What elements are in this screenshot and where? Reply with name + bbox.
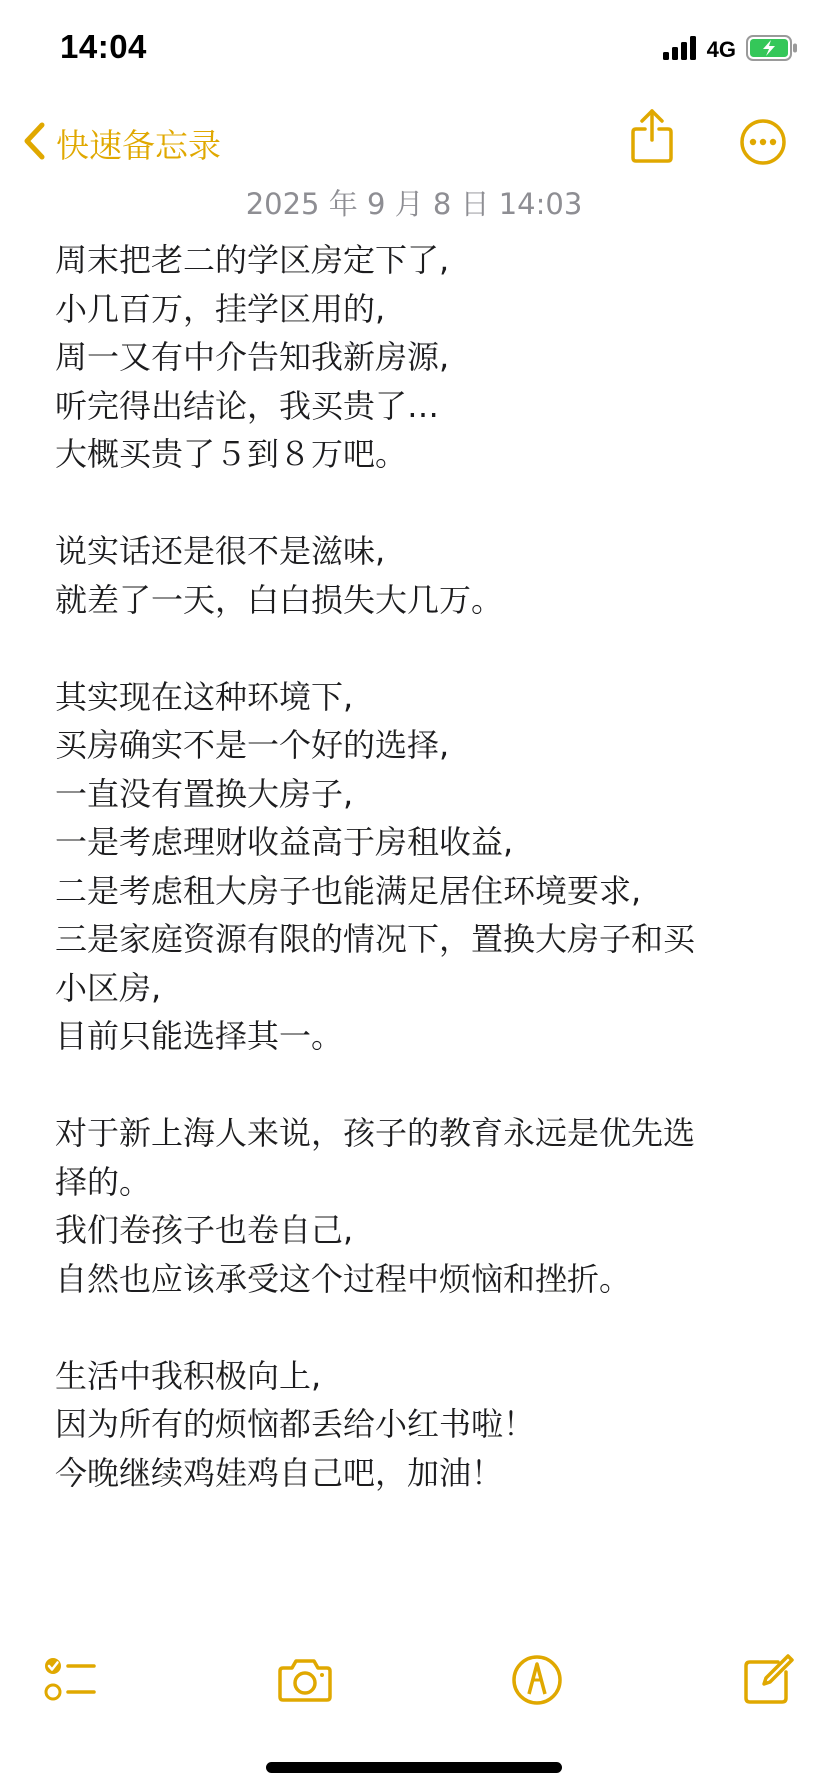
note-line: 一直没有置换大房子, — [55, 774, 354, 813]
note-line: 听完得出结论，我买贵了… — [55, 386, 440, 425]
compose-icon — [738, 1650, 798, 1710]
note-blank-line — [55, 624, 775, 673]
note-line: 其实现在这种环境下, — [55, 677, 354, 716]
checklist-icon — [40, 1650, 100, 1710]
chevron-left-icon — [22, 121, 46, 165]
camera-icon — [275, 1650, 335, 1710]
markup-pen-icon — [507, 1650, 567, 1710]
note-line: 目前只能选择其一。 — [55, 1017, 344, 1055]
ellipsis-circle-icon — [739, 118, 787, 166]
battery-icon — [746, 35, 798, 65]
note-line: 今晚继续鸡娃鸡自己吧，加油！ — [55, 1453, 504, 1492]
more-button[interactable] — [739, 118, 787, 166]
note-line: 我们卷孩子也卷自己, — [55, 1211, 354, 1249]
note-line: 三是家庭资源有限的情况下，置换大房子和买 — [55, 920, 696, 958]
note-blank-line — [55, 1061, 775, 1110]
home-indicator — [266, 1762, 562, 1773]
network-label: 4G — [706, 37, 736, 62]
status-bar — [0, 0, 828, 100]
status-indicators — [663, 36, 798, 64]
note-blank-line — [55, 1303, 775, 1352]
note-line: 因为所有的烦恼都丢给小红书啦！ — [55, 1405, 536, 1443]
note-line: 周一又有中介告知我新房源, — [55, 338, 450, 376]
note-line: 说实话还是很不是滋味, — [55, 532, 386, 570]
back-label: 快速备忘录 — [56, 125, 221, 165]
note-date: 2025 年 9 月 8 日 14:03 — [245, 187, 583, 221]
note-line: 小区房, — [55, 968, 162, 1007]
compose-button[interactable] — [738, 1650, 798, 1710]
status-time: 14:04 — [60, 28, 147, 65]
back-button[interactable] — [22, 118, 221, 168]
note-line: 周末把老二的学区房定下了, — [55, 241, 450, 279]
note-line: 对于新上海人来说，孩子的教育永远是优先选 — [55, 1114, 696, 1152]
note-line: 买房确实不是一个好的选择, — [55, 726, 450, 764]
bottom-toolbar — [0, 1650, 828, 1710]
note-line: 二是考虑租大房子也能满足居住环境要求, — [55, 871, 642, 910]
note-line: 一是考虑理财收益高于房租收益, — [55, 823, 514, 861]
note-line: 生活中我积极向上, — [55, 1356, 322, 1395]
checklist-button[interactable] — [40, 1650, 100, 1710]
camera-button[interactable] — [275, 1650, 335, 1710]
note-line: 自然也应该承受这个过程中烦恼和挫折。 — [55, 1259, 632, 1298]
share-button[interactable] — [630, 108, 674, 164]
nav-bar — [0, 108, 828, 178]
note-blank-line — [55, 479, 775, 528]
note-line: 小几百万，挂学区用的, — [55, 289, 386, 328]
note-body[interactable] — [55, 236, 775, 1497]
markup-button[interactable] — [507, 1650, 567, 1710]
note-line: 大概买贵了５到８万吧。 — [55, 435, 408, 473]
share-icon — [630, 108, 674, 164]
note-line: 就差了一天，白白损失大几万。 — [55, 580, 504, 619]
note-line: 择的。 — [55, 1162, 152, 1201]
signal-icon — [663, 36, 697, 64]
